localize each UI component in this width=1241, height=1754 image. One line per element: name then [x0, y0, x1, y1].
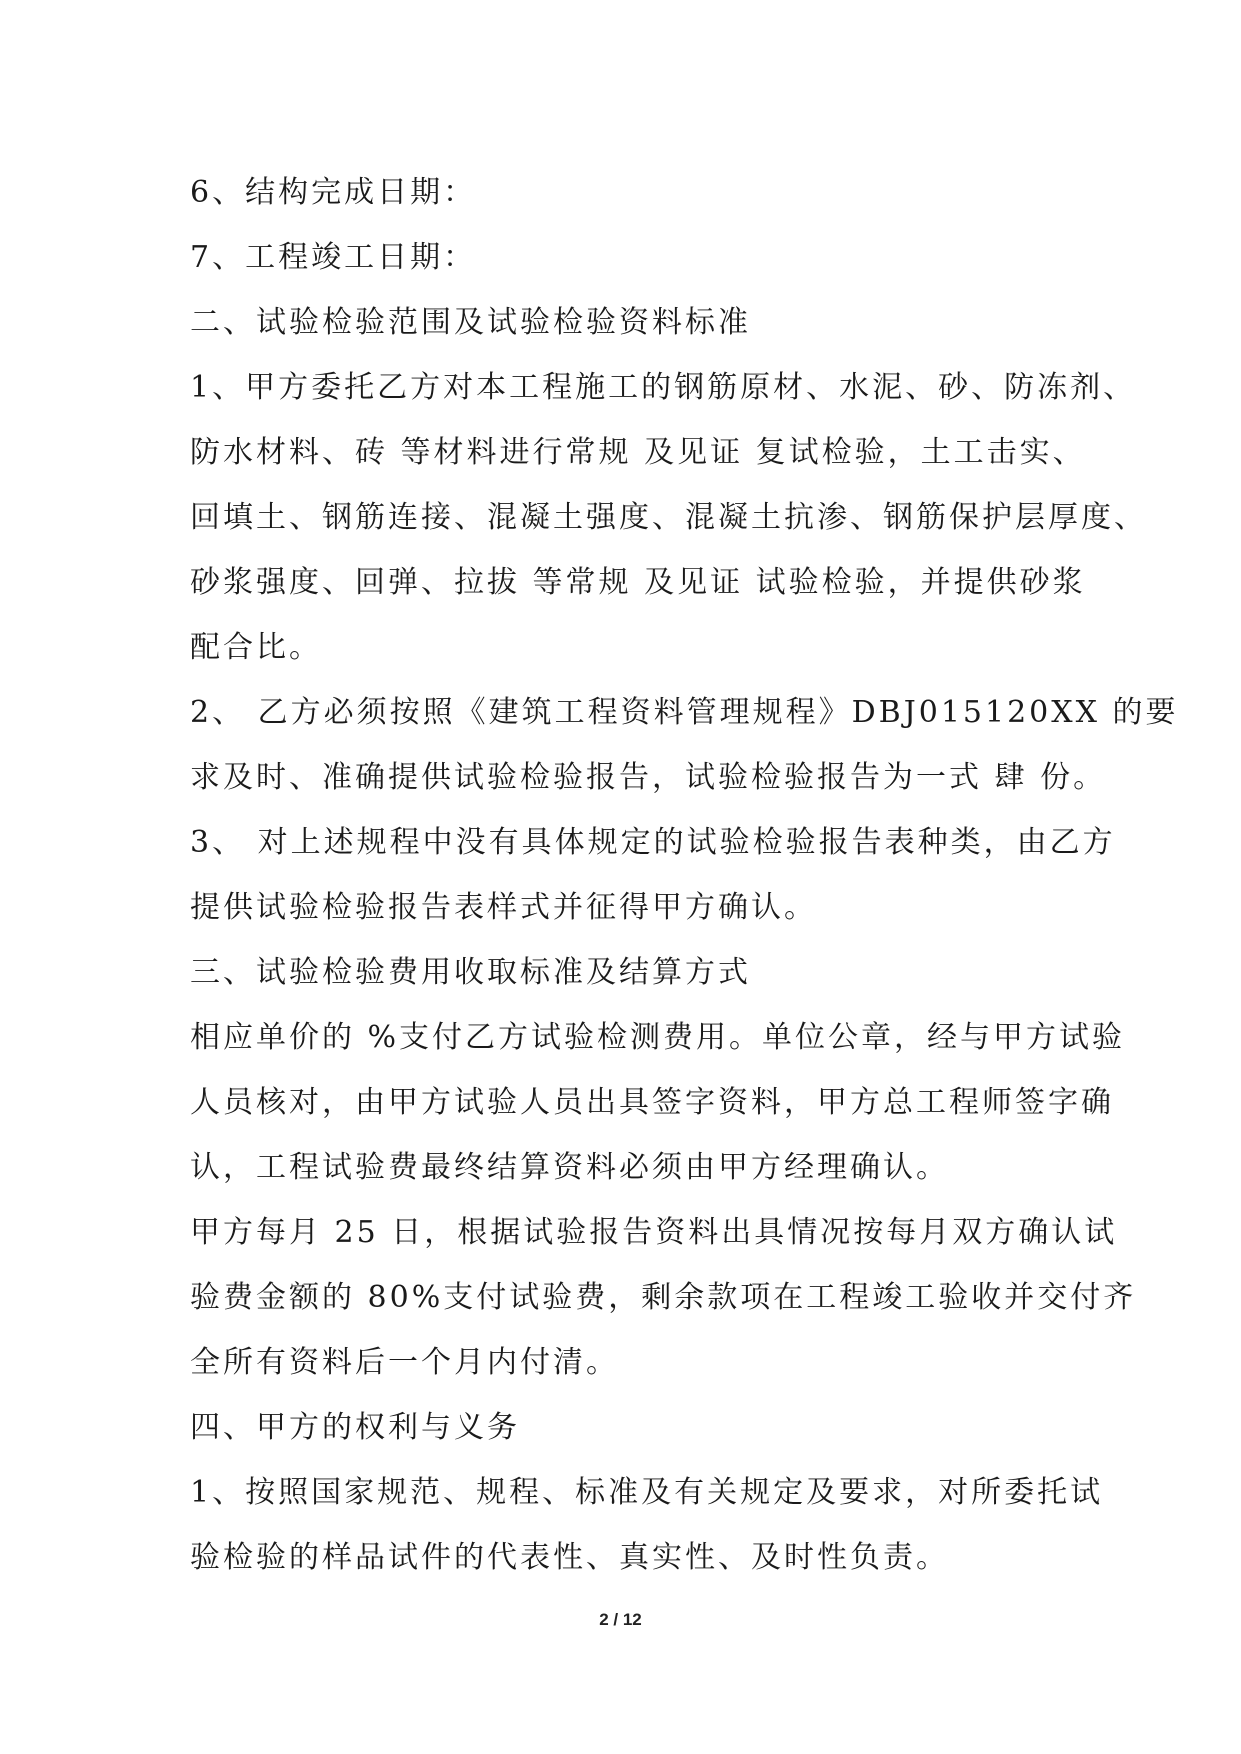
- section-heading: 三、试验检验费用收取标准及结算方式: [190, 955, 751, 990]
- text-line: 认，工程试验费最终结算资料必须由甲方经理确认。: [190, 1150, 949, 1185]
- text-line: 相应单价的 %支付乙方试验检测费用。单位公章，经与甲方试验: [190, 1020, 1126, 1055]
- text-line: 配合比。: [190, 630, 322, 665]
- text-line: 2、 乙方必须按照《建筑工程资料管理规程》DBJ015120XX 的要: [190, 695, 1179, 730]
- text-line: 验费金额的 80%支付试验费，剩余款项在工程竣工验收并交付齐: [190, 1280, 1137, 1315]
- text-line: 6、结构完成日期：: [190, 175, 477, 210]
- text-line: 防水材料、砖 等材料进行常规 及见证 复试检验，土工击实、: [190, 435, 1086, 470]
- section-heading: 四、甲方的权利与义务: [190, 1410, 520, 1445]
- page-number: 2 / 12: [599, 1610, 642, 1629]
- text-line: 1、按照国家规范、规程、标准及有关规定及要求，对所委托试: [190, 1475, 1104, 1510]
- text-line: 砂浆强度、回弹、拉拔 等常规 及见证 试验检验，并提供砂浆: [190, 565, 1086, 600]
- text-line: 全所有资料后一个月内付清。: [190, 1345, 619, 1380]
- text-line: 验检验的样品试件的代表性、真实性、及时性负责。: [190, 1540, 949, 1575]
- text-line: 求及时、准确提供试验检验报告，试验检验报告为一式 肆 份。: [190, 760, 1107, 795]
- text-line: 7、工程竣工日期：: [190, 240, 477, 275]
- text-line: 回填土、钢筋连接、混凝土强度、混凝土抗渗、钢筋保护层厚度、: [190, 500, 1147, 535]
- text-line: 人员核对，由甲方试验人员出具签字资料，甲方总工程师签字确: [190, 1085, 1114, 1120]
- text-line: 提供试验检验报告表样式并征得甲方确认。: [190, 890, 817, 925]
- section-heading: 二、试验检验范围及试验检验资料标准: [190, 305, 751, 340]
- text-line: 甲方每月 25 日，根据试验报告资料出具情况按每月双方确认试: [190, 1215, 1118, 1250]
- document-body: [190, 160, 1179, 1590]
- text-line: 1、甲方委托乙方对本工程施工的钢筋原材、水泥、砂、防冻剂、: [190, 370, 1137, 405]
- text-line: 3、 对上述规程中没有具体规定的试验检验报告表种类，由乙方: [190, 825, 1116, 860]
